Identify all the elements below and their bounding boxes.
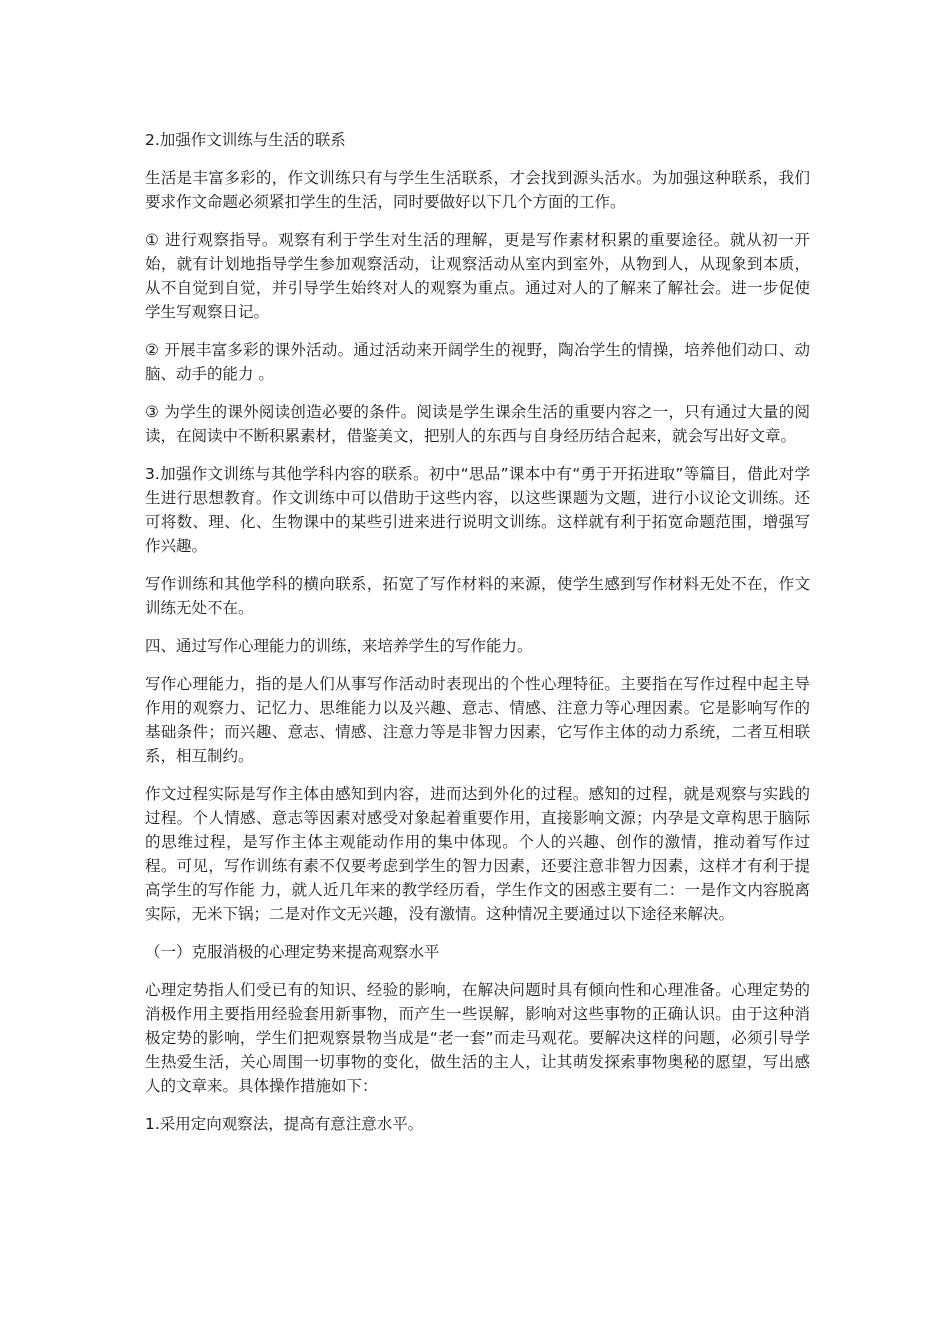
paragraph-horizontal-connection: 写作训练和其他学科的横向联系，拓宽了写作材料的来源，使学生感到写作材料无处不在，作文训练无处不在。 [145, 575, 810, 617]
section-heading-life-connection: 2.加强作文训练与生活的联系 [145, 131, 346, 149]
item-heading-directed-observation: 1.采用定向观察法，提高有意注意水平。 [145, 1115, 424, 1133]
subsection-heading-mindset: （一）克服消极的心理定势来提高观察水平 [145, 943, 440, 961]
paragraph-writing-process: 作文过程实际是写作主体由感知到内容，进而达到外化的过程。感知的过程，就是观察与实践的过程。个人情感、意志等因素对感受对象起着重要作用，直接影响文源；内孕是文章构思于脑际的思维过程，是写作主体主观能动作用的集中体现。个人的兴趣、创作的激情，推动着写作过程。可见，写作训练有素不仅要考虑到学生的智力因素，还要注意非智力因素，这样才有利于提高学生的写作能 力，就人近几年来的教学经历看，学生作文的困惑主要有二：一是作文内容脱离实际，无米下锅；二是对作文无兴趣，没有激情。这种情况主要通过以下途径来解决。 [145, 785, 810, 923]
paragraph-extracurricular-activities: ② 开展丰富多彩的课外活动。通过活动来开阔学生的视野，陶冶学生的情操，培养他们动口、动脑、动手的能力 。 [145, 341, 810, 383]
paragraph-mindset: 心理定势指人们受已有的知识、经验的影响，在解决问题时具有倾向性和心理准备。心理定势的消极作用主要指用经验套用新事物，而产生一些误解，影响对这些事物的正确认识。由于这种消极定势的影响，学生们把观察景物当成是“老一套”而走马观花。要解决这样的问题，必须引导学生热爱生活，关心周围一切事物的变化，做生活的主人，让其萌发探索事物奥秘的愿望，写出感人的文章来。具体操作措施如下： [145, 981, 810, 1095]
paragraph-other-subjects: 3.加强作文训练与其他学科内容的联系。初中“思品”课本中有“勇于开拓进取”等篇目，借此对学生进行思想教育。作文训练中可以借助于这些内容，以这些课题为文题，进行小议论文训练。还可将数、理、化、生物课中的某些引进来进行说明文训练。这样就有利于拓宽命题范围，增强写作兴趣。 [145, 465, 810, 555]
paragraph-life-intro: 生活是丰富多彩的，作文训练只有与学生生活联系，才会找到源头活水。为加强这种联系，我们要求作文命题必须紧扣学生的生活，同时要做好以下几个方面的工作。 [145, 169, 810, 211]
paragraph-observation-guidance: ① 进行观察指导。观察有利于学生对生活的理解，更是写作素材积累的重要途径。就从初一开始，就有计划地指导学生参加观察活动，让观察活动从室内到室外，从物到人，从现象到本质，从不自觉到自觉，并引导学生始终对人的观察为重点。通过对人的了解来了解社会。进一步促使学生写观察日记。 [145, 231, 810, 321]
section-heading-psychology: 四、通过写作心理能力的训练，来培养学生的写作能力。 [145, 637, 533, 655]
paragraph-extracurricular-reading: ③ 为学生的课外阅读创造必要的条件。阅读是学生课余生活的重要内容之一，只有通过大量的阅读，在阅读中不断积累素材，借鉴美文，把别人的东西与自身经历结合起来，就会写出好文章。 [145, 403, 810, 445]
document-body [145, 128, 810, 1150]
paragraph-psychology-definition: 写作心理能力，指的是人们从事写作活动时表现出的个性心理特征。主要指在写作过程中起主导作用的观察力、记忆力、思维能力以及兴趣、意志、情感、注意力等心理因素。它是影响写作的基础条件；而兴趣、意志、情感、注意力等是非智力因素，它写作主体的动力系统，二者互相联系，相互制约。 [145, 675, 810, 765]
